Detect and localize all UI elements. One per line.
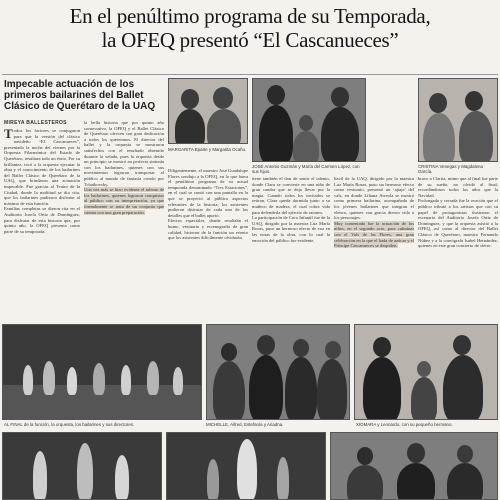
article-column-2 <box>84 120 164 318</box>
child-head <box>417 361 431 377</box>
caption-photo-5: MICHELLE, Aifred, Estefanía y Ariadna. <box>206 422 284 427</box>
headline <box>0 4 500 52</box>
dancer <box>93 363 105 395</box>
article-column-6 <box>418 176 498 318</box>
photo-stage-finale <box>2 324 202 420</box>
person-head <box>267 85 285 105</box>
dancer <box>77 443 93 500</box>
person-head <box>357 447 373 465</box>
person-body <box>175 109 205 144</box>
column-5-text-b: Muy comentada fue la actuación de los niños, en el segundo acto, para culminar con el Vals de las Flores, una gran celebración en la que el hada de azúcar y el Príncipe Cascanueces se despiden. <box>334 220 414 249</box>
photo-audience <box>330 432 498 500</box>
column-6-text: bravo a Clarita, mimo que al final fue parte de su sueño, no olvidó al final, recordándonos todos los años que la Navidad. <box>418 176 498 198</box>
dancer <box>277 457 289 500</box>
headline-rule <box>2 74 498 75</box>
person-body <box>317 359 347 420</box>
headline-line-1: En el penúltimo programa de su Temporada, <box>69 4 431 28</box>
person-body <box>363 357 401 420</box>
dancer <box>173 367 183 395</box>
column-2-text-b: Una vez más se hizo evidente el talento de los bailarines, quienes lograron conquistar al público con su interpretación, ya que formalmente se trata de un conjunto que cuenta con una gran preparación. <box>84 187 164 215</box>
column-3-text: Diligentemente, el maestro José Guadalupe Flores condujo a la OFEQ, en lo que fuera el penúltimo programa de su actual temporada denominado “Tres Estaciones”, en el cual se contó con una pantalla en la que se proyectó al público aspectos relevantes de la historia; los asistentes pudieron disfrutar de cada uno de los detalles que el ballet aportó. <box>168 168 248 218</box>
person-body <box>213 361 245 420</box>
column-2-text: la bella historia que por quinto año consecutivo, la OFEQ y el Ballet Clásico de Querétaro ofrecen con gran dedicación a todos los queretanos. El director del ballet y la orquesta se mostraron satisfechos con el resultado obtenido durante la velada, pues la orquesta desde un principio se mostró en perfecta sintonía con los bailarines, quienes con sus movimientos lograron transportar al público al mundo de fantasía creado por Tchaikovsky. <box>84 120 164 187</box>
child-body <box>411 377 437 420</box>
person-head <box>181 89 199 109</box>
person-head <box>213 87 233 109</box>
child-head <box>299 115 313 131</box>
column-1-text: odos los factores se conjugaron para que la versión del clásico navideño “El Cascanueces”, presentado la noche del viernes por la Orquesta Filarmónica del Estado de Querétaro, resultara todo un éxito. Por su brillantez, tocó a la orquesta ejecutar la obra y el conocimiento de los bailarines del Ballet Clásico de Querétaro de la UAQ, que brindaron una actuación impecable. Fue gracias al Teatro de la Ciudad, donde la multitud se dio cita, que los bailarines pudieron disfrutar al máximo de esta función. <box>4 128 80 206</box>
article-column-4 <box>252 176 330 318</box>
person-body <box>443 355 483 420</box>
drop-cap: T <box>4 128 13 141</box>
person-head <box>453 335 471 355</box>
caption-photo-4: AL FINAL de la función, la orquesta, los bailarines y sus directores. <box>4 422 135 427</box>
dancer <box>43 361 55 395</box>
person-head <box>429 93 447 113</box>
person-head <box>457 445 473 463</box>
photo-xiomara <box>354 324 498 420</box>
person-body <box>207 109 241 144</box>
person-body <box>447 463 483 500</box>
photo-michelle <box>206 324 350 420</box>
article-column-1 <box>4 128 80 318</box>
dancer <box>67 367 77 395</box>
person-body <box>249 355 283 420</box>
column-4-text: tiene también el don de sentir el talento, donde Clara se convierte en una niña de gran candor que se deja llevar por la magia. Cuando todos los invitados se retiran, Clara queda dormida junto a su muñeco de madera, el cual cobra vida para defenderla del ejército de ratones. <box>252 176 330 215</box>
caption-photo-2: JOSÉ Antonio Guzmán y María del Carmen López, con sus hijos. <box>252 164 360 174</box>
column-6-text-b: Prolongada y cerrada fue la ovación que el público tributó a los artistas que con su papel de protagonistas ilustraron el escenario del Auditorio Josefa Ortiz de Domínguez, y que la orquesta asistió a la OFEQ, así como al director del Ballet Clásico de Querétaro, maestro Fernando Núñez y a la coreógrafa Isabel Hernández, quienes en este gran concierto de cierre. <box>418 198 498 249</box>
dancer <box>121 365 131 395</box>
person-body <box>459 111 493 162</box>
column-1-text-b: Familias completas se dieron cita en el Auditorio Josefa Ortiz de Domínguez, para disfrutar de esta historia que, por quinto año, la OFEQ presenta como parte de su temporada. <box>4 206 80 234</box>
dancer <box>33 451 47 500</box>
article-column-3 <box>168 168 248 318</box>
photo-ballerina <box>166 432 326 500</box>
person-body <box>285 357 317 420</box>
byline: MIREYA BALLESTEROS <box>4 120 67 126</box>
person-body <box>423 113 455 162</box>
subheading: Impecable actuación de los primeros bailarines del Ballet Clásico de Querétaro de la UAQ <box>4 79 156 112</box>
dancer <box>23 365 33 395</box>
photo-family <box>252 78 366 162</box>
child-body <box>293 131 319 162</box>
photo-cristina <box>418 78 498 162</box>
person-body <box>347 465 383 500</box>
dancer <box>207 459 219 500</box>
column-5-text: liacil de la UAQ, dirigido por la maestra Luz María Rosas, puso un hermoso efecto como vestuario, presentó un ‘ajiaje’ del vals, en donde Liliana Arreola se mostró como primera bailarina, acompañada de los jóvenes bailarines que integran el elenco, quienes con gracia dieron vida a los personajes. <box>334 176 414 221</box>
person-head <box>257 335 275 355</box>
column-3-text-b: Efectos especiales, donde resaltaba el humo, vestuario y escenografía de gran calidad, hicieron de la función un evento que los asistentes difícilmente olvidarán. <box>168 218 248 241</box>
caption-photo-1: MARGARITA Eparte y Margarita Ocaño. <box>168 147 247 152</box>
person-head <box>331 87 349 107</box>
photo-margarita <box>168 78 248 144</box>
person-head <box>465 91 483 111</box>
column-4-text-b: La participación de Coro Infantil fue de la UAQ, dirigido por la maestra Luz María Rosas, puso un hermoso efecto de voz en las notas de la obra, con lo cual la emoción del público fue evidente. <box>252 215 330 243</box>
caption-photo-6: XIOMARA y Leonardo, con su pequeño hermano. <box>356 422 453 427</box>
person-head <box>221 343 237 361</box>
person-body <box>397 463 435 500</box>
ballerina <box>237 439 257 500</box>
person-body <box>321 107 359 162</box>
caption-photo-3: CRISTINA Venegas y Magdalena García. <box>418 164 483 174</box>
dancer <box>147 361 159 395</box>
article-column-5 <box>334 176 414 318</box>
person-body <box>259 105 293 162</box>
dancer <box>115 455 129 500</box>
headline-line-2: la OFEQ presentó “El Cascanueces” <box>101 28 399 52</box>
person-head <box>293 339 309 357</box>
photo-dancers-stage <box>2 432 162 500</box>
person-head <box>325 341 341 359</box>
person-head <box>373 337 391 357</box>
person-head <box>407 443 425 463</box>
